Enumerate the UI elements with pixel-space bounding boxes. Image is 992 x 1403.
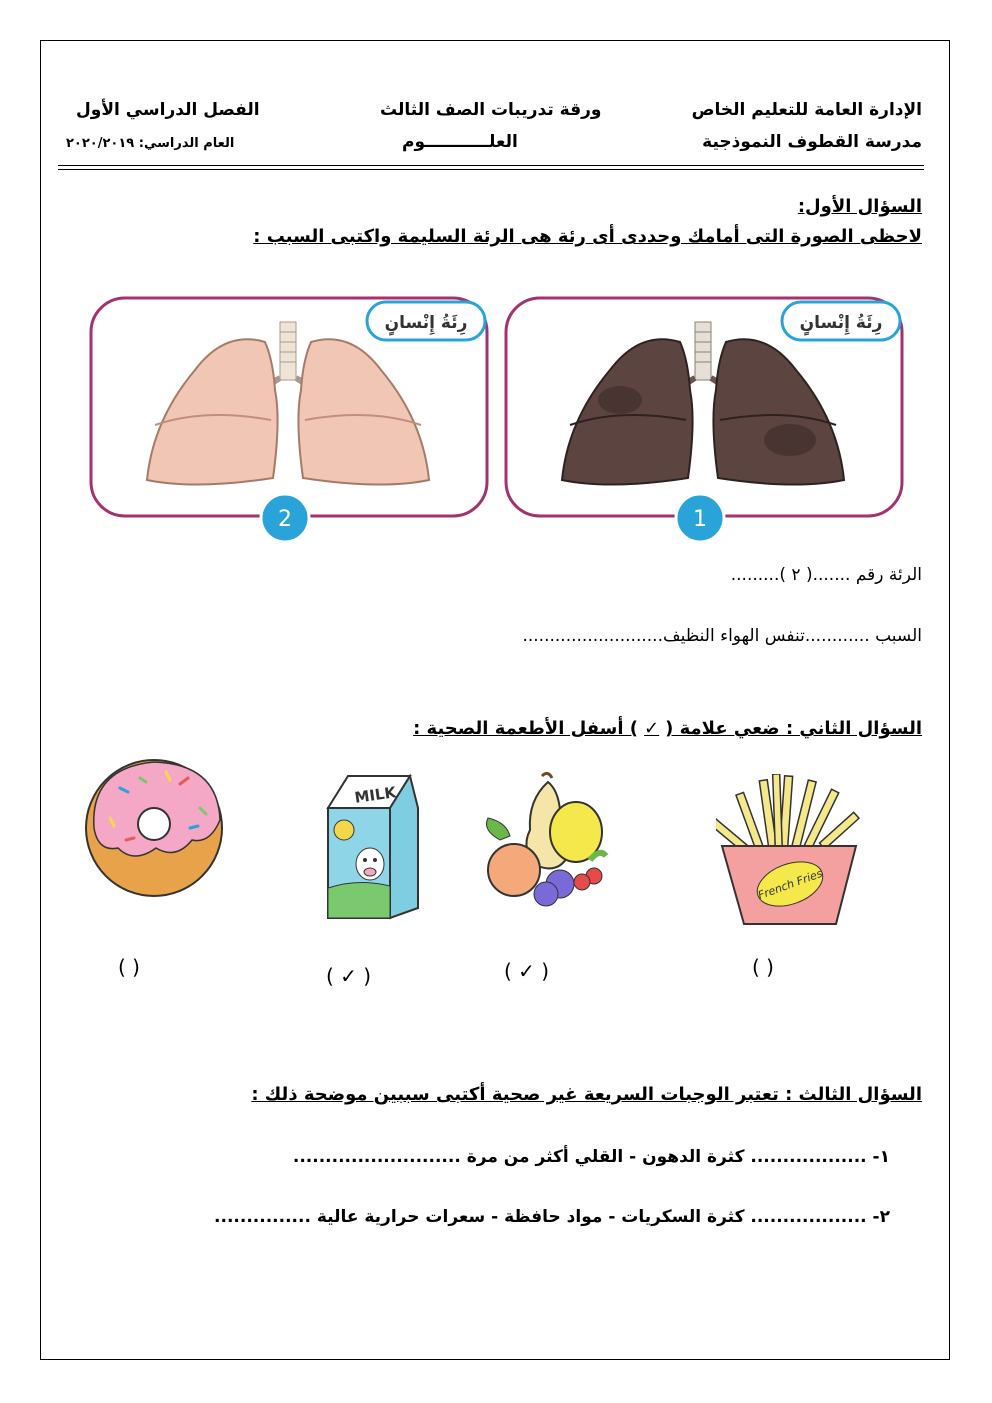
lung-card-healthy-number: 2 [278,507,292,532]
lung-card-smoker-label: رِئَةُ إِنْسانٍ [799,313,883,333]
q1-answer-reason: السبب ............تنفس الهواء النظيف.......................... [522,626,922,646]
lung-card-smoker [500,290,912,550]
header-admin: الإدارة العامة للتعليم الخاص [691,100,922,120]
lung-card-healthy [85,290,497,550]
milk-carton-image [318,768,423,923]
header-year: العام الدراسي: ٢٠٢٠/٢٠١٩ [66,136,235,151]
header-subject: العلـــــــــــوم [402,132,518,152]
q2-title-after: ) أسفل الأطعمة الصحية : [413,718,639,739]
header-semester: الفصل الدراسي الأول [76,100,260,120]
header-school: مدرسة القطوف النموذجية [702,132,922,152]
q3-answer-2: ٢- .................. كثرة السكريات - مواد حافظة - سعرات حرارية عالية ............... [214,1207,890,1227]
check-icon: ✓ [644,718,660,739]
milk-carton-label: MILK [353,783,398,807]
lung-card-healthy-label: رِئَةُ إِنْسانٍ [384,313,468,333]
donut-image [80,748,240,898]
mark-fries[interactable]: ( ) [752,955,774,979]
french-fries-label: French Fries [756,866,825,903]
q2-title [413,718,922,739]
q3-answer-1: ١- .................. كثرة الدهون - القلي أكثر من مرة .......................... [292,1147,890,1167]
header-worksheet: ورقة تدريبات الصف الثالث [380,100,602,120]
q1-title: السؤال الأول: [797,196,922,217]
q3-title: السؤال الثالث : تعتبر الوجبات السريعة غير صحية أكتبى سببين موضحة ذلك : [251,1084,922,1105]
header-divider-double [58,169,924,170]
french-fries-image [716,774,866,928]
q2-title-before: السؤال الثاني : ضعي علامة ( [665,718,922,739]
mark-fruit[interactable]: ( ✓ ) [504,959,550,983]
lung-card-smoker-number: 1 [693,507,707,532]
mark-donut[interactable]: ( ) [118,955,140,979]
q1-prompt: لاحظى الصورة التى أمامك وحددى أى رئة هى الرئة السليمة واكتبى السبب : [253,226,922,247]
header-divider [58,165,924,166]
q1-answer-number: الرئة رقم .......( ٢ )......... [730,565,922,585]
mark-milk[interactable]: ( ✓ ) [326,964,372,988]
fruit-image [478,770,618,920]
